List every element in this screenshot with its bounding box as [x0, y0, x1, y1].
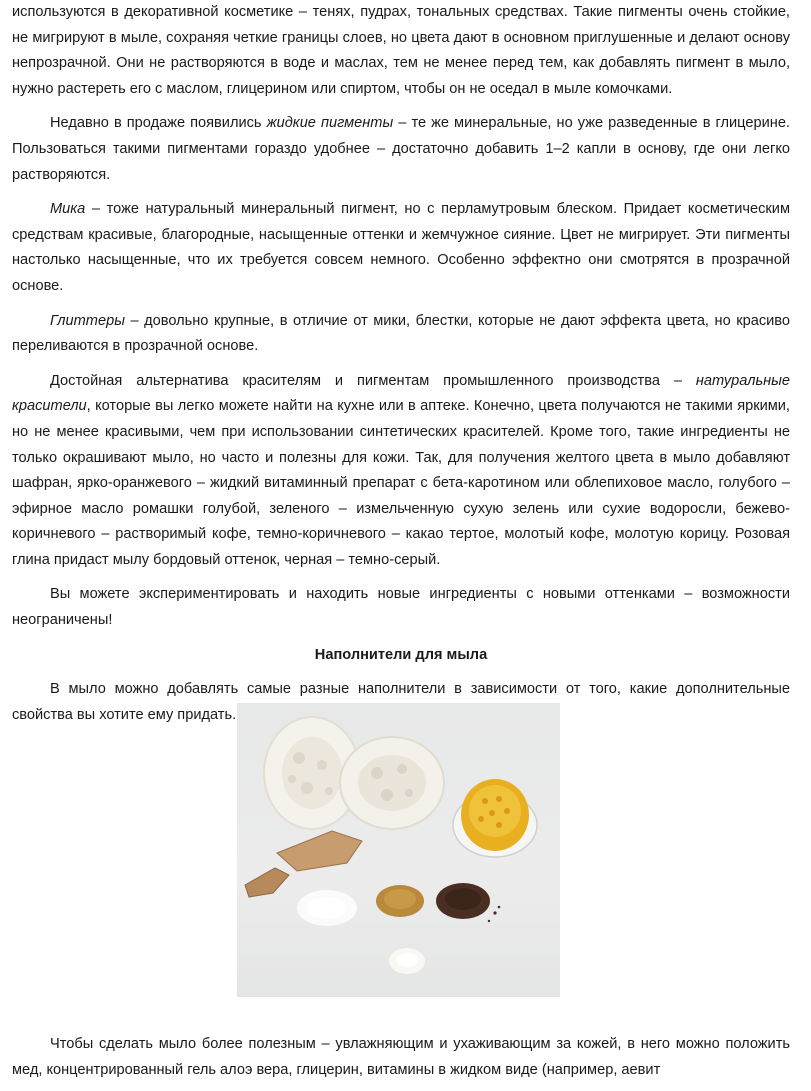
- soap-fillers-photo: [237, 703, 560, 997]
- salt-pile: [297, 890, 357, 926]
- document-body: [12, 0, 790, 728]
- coffee-pile: [436, 883, 500, 922]
- paragraph-beneficial-additives: Чтобы сделать мыло более полезным – увлажняющим и ухаживающим за кожей, в него можно положить мед, концентрированный гель алоэ вера, глицерин, витамины в жидком виде (например, аевит: [12, 1036, 790, 1078]
- paragraph-experiment: Вы можете экспериментировать и находить новые ингредиенты с новыми оттенками – возможности неограничены!: [12, 586, 790, 629]
- term-glitter: Глиттеры: [50, 312, 125, 329]
- term-mica: Мика: [50, 201, 86, 218]
- paragraph-glitter: Глиттеры – довольно крупные, в отличие от мики, блестки, которые не дают эффекта цвета, но красиво переливаются в прозрачной основе.: [12, 312, 790, 355]
- paragraph-liquid-pigments: Недавно в продаже появились жидкие пигменты – те же минеральные, но уже разведенные в глицерине. Пользоваться такими пигментами гораздо удобнее – достаточно добавить 1–2 капли в основу, где они легко растворяются.: [12, 115, 790, 183]
- document-continuation: [12, 1032, 790, 1083]
- cinnamon-pile: [376, 885, 424, 917]
- section-heading: Наполнители для мыла: [314, 646, 488, 663]
- term-liquid-pigments: жидкие пигменты: [266, 115, 394, 132]
- paragraph-fillers: В мыло можно добавлять самые разные наполнители в зависимости от того, какие дополнительные свойства вы хотите ему придать.: [12, 681, 790, 723]
- paragraph-mica: Мика – тоже натуральный минеральный пигмент, но с перламутровым блеском. Придает косметическим средствам красивые, благородные, насыщенные оттенки и жемчужное сияние. Цвет не мигрирует. Эти пигменты настолько насыщенные, что их требуется совсем немного. Особенно эффектно они смотрятся в прозрачной основе.: [12, 201, 790, 294]
- photo-illustration: [237, 703, 560, 997]
- term-natural-dyes: натуральные красители: [12, 372, 790, 415]
- honeycomb-dish: [453, 779, 537, 857]
- loofah-right: [340, 737, 444, 829]
- white-powder-pile: [389, 948, 425, 974]
- paragraph-natural-dyes: Достойная альтернатива красителям и пигментам промышленного производства – натуральные красители, которые вы легко можете найти на кухне или в аптеке. Конечно, цвета получаются не такими яркими, но не менее красивыми, чем при использовании синтетических красителей. Кроме того, такие ингредиенты не только окрашивают мыло, но часто и полезны для кожи. Так, для получения желтого цвета в мыло добавляют шафран, ярко-оранжевого – жидкий витаминный препарат с бета-каротином или облепиховое масло, голубого – эфирное масло ромашки голубой, зеленого – измельченную сухую зелень или сухие водоросли, бежево-коричневого – растворимый кофе, темно-коричневого – какао тертое, молотый кофе, молотую корицу. Розовая глина придаст мылу бордовый оттенок, черная – темно-серый.: [12, 372, 790, 568]
- paragraph-pigments: используются в декоративной косметике – тенях, пудрах, тональных средствах. Такие пигменты очень стойкие, не мигрируют в мыле, сохраняя четкие границы слоев, но цвета дают в основном приглушенные и делают основу непрозрачной. Они не растворяются в воде и маслах, тем не менее перед тем, как добавлять пигмент в мыло, нужно растереть его с маслом, глицерином или спиртом, чтобы он не оседал в мыле комочками.: [12, 4, 790, 97]
- bark-pieces: [245, 831, 362, 897]
